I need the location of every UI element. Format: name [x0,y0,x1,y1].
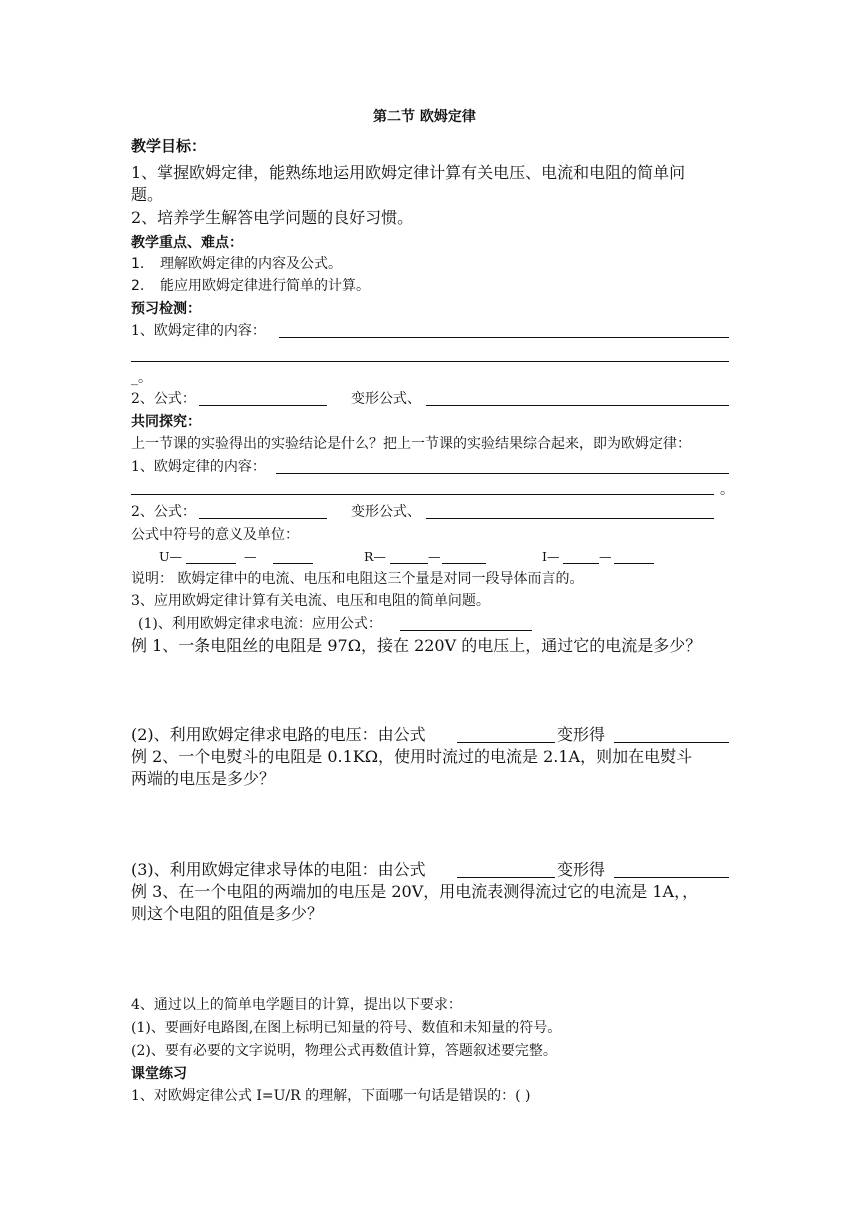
goals-heading: 教学目标： [131,137,207,155]
apply-voltage-variant-label: 变形得 [557,725,606,744]
apply-voltage-variant-blank [614,742,729,743]
symbol-r-meaning-blank [390,563,428,564]
example-1: 例 1、一条电阻丝的电阻是 97Ω，接在 220V 的电压上，通过它的电流是多少？ [131,636,702,655]
symbol-i-meaning-blank [563,563,599,564]
example-2-line-b: 两端的电压是多少？ [131,769,276,788]
preview-1-blank-line-2 [131,361,729,362]
preview-heading: 预习检测： [131,301,201,317]
symbol-i: I— [542,549,560,564]
focus-1-number: 1. [131,256,145,272]
preview-item-1: 1、欧姆定律的内容： [131,323,266,339]
explore-variant-blank [426,518,714,519]
explore-intro: 上一节课的实验得出的实验结论是什么？把上一节课的实验结果综合起来，即为欧姆定律： [131,436,691,452]
explore-item-2: 2、公式： [131,504,196,520]
symbol-r: R— [364,549,386,564]
explore-variant-label: 变形公式、 [351,504,421,520]
goal-1-line-a: 1、掌握欧姆定律，能熟练地运用欧姆定律计算有关电压、电流和电阻的简单问 [131,163,686,182]
symbol-r-dash: — [428,549,441,564]
symbol-u-dash: — [244,549,257,564]
apply-current-blank [400,630,532,631]
symbol-r-unit-blank [442,563,486,564]
preview-formula-blank [199,405,327,406]
symbol-u-meaning-blank [186,563,236,564]
symbol-i-unit-blank [614,563,654,564]
explore-formula-blank [199,518,327,519]
preview-item-2: 2、公式： [131,391,196,407]
focus-1: 理解欧姆定律的内容及公式。 [160,256,342,272]
example-2-line-a: 例 2、一个电熨斗的电阻是 0.1KΩ，使用时流过的电流是 2.1A，则加在电熨斗 [131,747,693,766]
apply-voltage-formula-blank [457,742,555,743]
goal-2: 2、培养学生解答电学问题的良好习惯。 [131,208,414,227]
preview-variant-label: 变形公式、 [351,391,421,407]
requirement-2: (2)、要有必要的文字说明，物理公式再数值计算，答题叙述要完整。 [131,1043,557,1059]
apply-resistance-variant-blank [614,877,729,878]
apply-resistance-formula-blank [457,877,555,878]
example-3-line-b: 则这个电阻的阻值是多少？ [131,904,324,923]
note: 说明： 欧姆定律中的电流、电压和电阻这三个量是对同一段导体而言的。 [131,571,584,587]
focus-2: 能应用欧姆定律进行简单的计算。 [160,278,370,294]
apply-heading: 3、应用欧姆定律计算有关电流、电压和电阻的简单问题。 [131,593,490,609]
preview-1-end: _。 [131,370,152,386]
explore-heading: 共同探究： [131,414,201,430]
apply-current: (1)、利用欧姆定律求电流：应用公式： [138,616,382,632]
focus-2-number: 2. [131,278,145,294]
practice-question-1: 1、对欧姆定律公式 I=U/R 的理解，下面哪一句话是错误的：( ) [131,1088,531,1104]
requirement-1: (1)、要画好电路图,在图上标明已知量的符号、数值和未知量的符号。 [131,1020,562,1036]
focus-heading: 教学重点、难点： [131,235,243,251]
explore-1-blank [276,473,729,474]
explore-1-blank-line-2 [131,494,714,495]
page-title: 第二节 欧姆定律 [373,109,476,125]
practice-heading: 课堂练习 [131,1066,187,1082]
apply-resistance-variant-label: 变形得 [557,860,606,879]
apply-resistance: (3)、利用欧姆定律求导体的电阻：由公式 [131,860,426,879]
explore-item-1: 1、欧姆定律的内容： [131,459,266,475]
requirements-heading: 4、通过以上的简单电学题目的计算，提出以下要求： [131,997,462,1013]
preview-1-blank [279,337,729,338]
symbol-i-dash: — [599,549,612,564]
symbols-heading: 公式中符号的意义及单位： [131,527,299,543]
explore-1-end: 。 [720,482,734,498]
example-3-line-a: 例 3、在一个电阻的两端加的电压是 20V，用电流表测得流过它的电流是 1A，， [131,882,699,901]
symbol-u: U— [159,549,183,564]
preview-variant-blank [426,405,729,406]
goal-1-line-b: 题。 [131,185,164,204]
symbol-u-unit-blank [273,563,313,564]
apply-voltage: (2)、利用欧姆定律求电路的电压：由公式 [131,725,426,744]
